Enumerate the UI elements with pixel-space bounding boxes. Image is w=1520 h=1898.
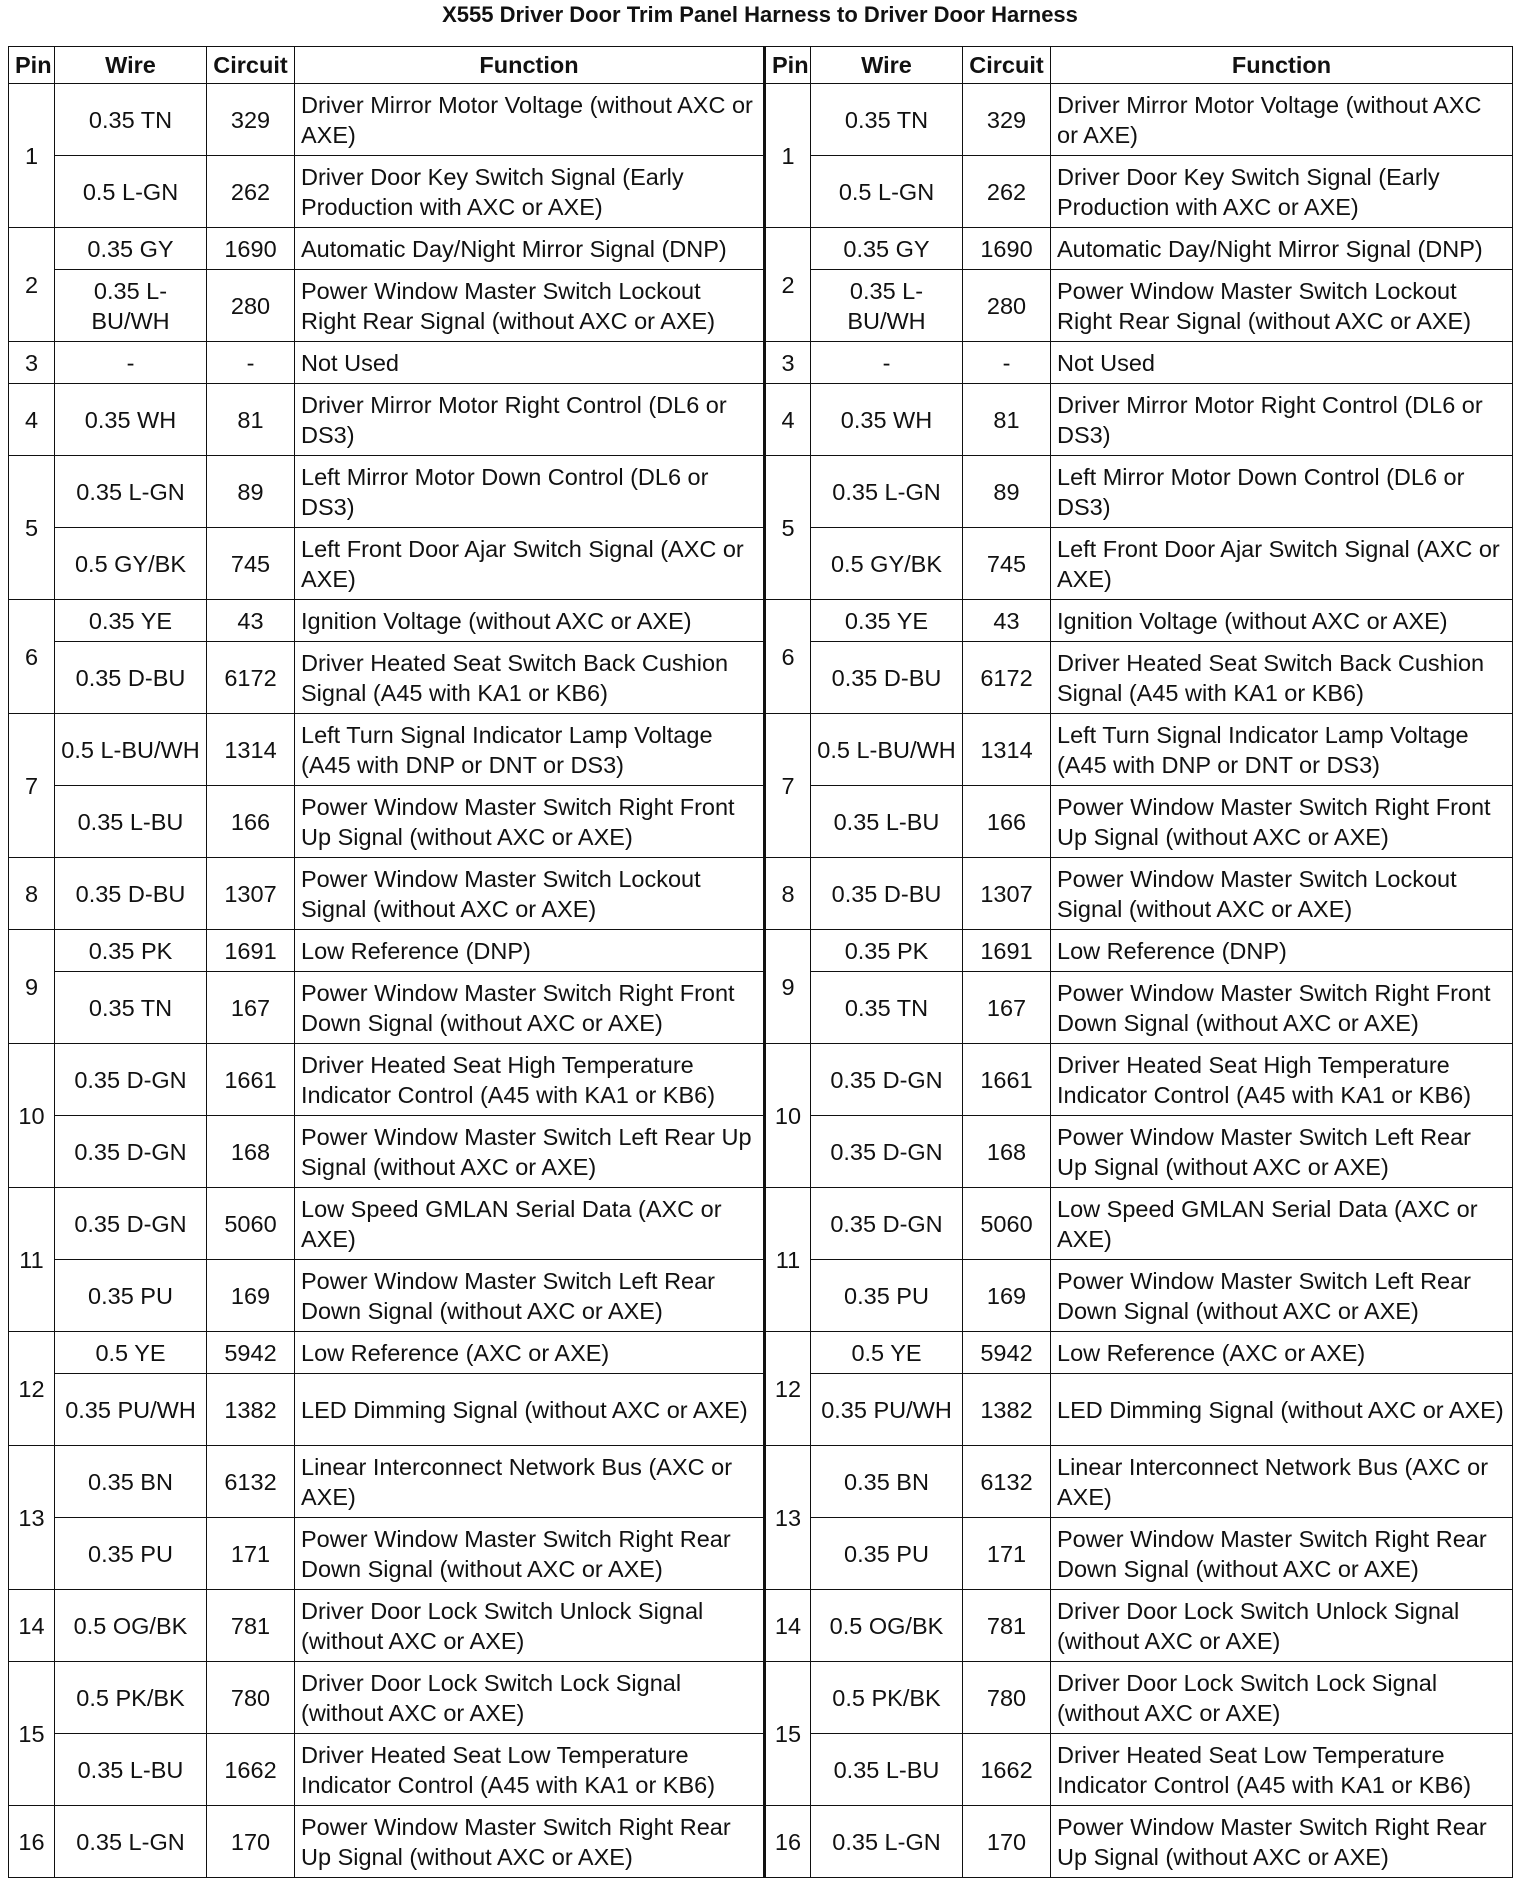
wire-cell: 0.35 TN — [55, 84, 207, 156]
wire-cell: 0.35 L-BU/WH — [55, 270, 207, 342]
header-circuit-right: Circuit — [963, 47, 1051, 84]
wire-cell: 0.35 PU — [811, 1260, 963, 1332]
function-cell: Linear Interconnect Network Bus (AXC or AXE) — [295, 1446, 765, 1518]
wire-cell: 0.35 TN — [811, 84, 963, 156]
pin-cell: 8 — [765, 858, 811, 930]
wire-cell: 0.35 BN — [55, 1446, 207, 1518]
header-wire-right: Wire — [811, 47, 963, 84]
table-row — [9, 714, 1513, 786]
wire-cell: 0.35 D-GN — [55, 1116, 207, 1188]
circuit-cell: 166 — [207, 786, 295, 858]
circuit-cell: 781 — [207, 1590, 295, 1662]
wire-cell: 0.35 D-BU — [811, 858, 963, 930]
wire-cell: 0.5 PK/BK — [811, 1662, 963, 1734]
wire-cell: 0.35 L-BU/WH — [811, 270, 963, 342]
circuit-cell: 1661 — [963, 1044, 1051, 1116]
table-row — [9, 1734, 1513, 1806]
function-cell: Automatic Day/Night Mirror Signal (DNP) — [295, 228, 765, 270]
pin-cell: 7 — [9, 714, 55, 858]
circuit-cell: 43 — [963, 600, 1051, 642]
function-cell: Power Window Master Switch Left Rear Down Signal (without AXC or AXE) — [1051, 1260, 1513, 1332]
circuit-cell: 6172 — [207, 642, 295, 714]
wire-cell: 0.35 L-GN — [55, 456, 207, 528]
table-row — [9, 228, 1513, 270]
function-cell: Power Window Master Switch Lockout Right Rear Signal (without AXC or AXE) — [1051, 270, 1513, 342]
circuit-cell: 168 — [207, 1116, 295, 1188]
pin-cell: 3 — [9, 342, 55, 384]
circuit-cell: 780 — [207, 1662, 295, 1734]
wire-cell: 0.35 D-GN — [811, 1116, 963, 1188]
circuit-cell: 280 — [207, 270, 295, 342]
pin-cell: 4 — [765, 384, 811, 456]
circuit-cell: - — [963, 342, 1051, 384]
function-cell: Power Window Master Switch Right Front Up Signal (without AXC or AXE) — [295, 786, 765, 858]
pin-cell: 4 — [9, 384, 55, 456]
header-pin-right: Pin — [765, 47, 811, 84]
table-row — [9, 1260, 1513, 1332]
circuit-cell: 1314 — [207, 714, 295, 786]
pin-cell: 3 — [765, 342, 811, 384]
wire-cell: 0.5 OG/BK — [55, 1590, 207, 1662]
function-cell: LED Dimming Signal (without AXC or AXE) — [295, 1374, 765, 1446]
table-row — [9, 1662, 1513, 1734]
circuit-cell: 89 — [207, 456, 295, 528]
function-cell: Low Reference (AXC or AXE) — [295, 1332, 765, 1374]
wire-cell: 0.5 L-GN — [55, 156, 207, 228]
circuit-cell: 262 — [963, 156, 1051, 228]
function-cell: Left Turn Signal Indicator Lamp Voltage (A45 with DNP or DNT or DS3) — [295, 714, 765, 786]
wire-cell: 0.35 L-BU — [55, 1734, 207, 1806]
circuit-cell: 745 — [963, 528, 1051, 600]
circuit-cell: 171 — [963, 1518, 1051, 1590]
circuit-cell: 43 — [207, 600, 295, 642]
circuit-cell: 1382 — [963, 1374, 1051, 1446]
wire-cell: 0.35 PU — [811, 1518, 963, 1590]
function-cell: Driver Heated Seat High Temperature Indicator Control (A45 with KA1 or KB6) — [295, 1044, 765, 1116]
table-row — [9, 528, 1513, 600]
pin-cell: 2 — [765, 228, 811, 342]
table-row — [9, 1590, 1513, 1662]
function-cell: Driver Door Key Switch Signal (Early Production with AXC or AXE) — [1051, 156, 1513, 228]
function-cell: Linear Interconnect Network Bus (AXC or AXE) — [1051, 1446, 1513, 1518]
table-row — [9, 600, 1513, 642]
circuit-cell: 1662 — [207, 1734, 295, 1806]
circuit-cell: 89 — [963, 456, 1051, 528]
wire-cell: 0.5 L-BU/WH — [811, 714, 963, 786]
table-row — [9, 1806, 1513, 1878]
circuit-cell: 781 — [963, 1590, 1051, 1662]
pinout-table — [8, 46, 1513, 1878]
wire-cell: 0.35 PU — [55, 1260, 207, 1332]
table-row — [9, 1374, 1513, 1446]
wire-cell: 0.35 WH — [811, 384, 963, 456]
function-cell: Left Turn Signal Indicator Lamp Voltage (A45 with DNP or DNT or DS3) — [1051, 714, 1513, 786]
function-cell: Driver Mirror Motor Voltage (without AXC or AXE) — [295, 84, 765, 156]
function-cell: Left Mirror Motor Down Control (DL6 or DS3) — [1051, 456, 1513, 528]
function-cell: LED Dimming Signal (without AXC or AXE) — [1051, 1374, 1513, 1446]
wire-cell: 0.35 D-BU — [55, 858, 207, 930]
wire-cell: 0.5 L-BU/WH — [55, 714, 207, 786]
pin-cell: 11 — [9, 1188, 55, 1332]
circuit-cell: 169 — [963, 1260, 1051, 1332]
wire-cell: 0.35 PU/WH — [811, 1374, 963, 1446]
function-cell: Power Window Master Switch Lockout Signal (without AXC or AXE) — [295, 858, 765, 930]
table-row — [9, 858, 1513, 930]
circuit-cell: 780 — [963, 1662, 1051, 1734]
wire-cell: 0.5 OG/BK — [811, 1590, 963, 1662]
circuit-cell: 745 — [207, 528, 295, 600]
wire-cell: 0.5 YE — [55, 1332, 207, 1374]
wire-cell: 0.35 L-GN — [811, 1806, 963, 1878]
function-cell: Power Window Master Switch Right Front Down Signal (without AXC or AXE) — [295, 972, 765, 1044]
pin-cell: 14 — [765, 1590, 811, 1662]
wire-cell: 0.35 D-GN — [811, 1044, 963, 1116]
table-row — [9, 786, 1513, 858]
function-cell: Driver Mirror Motor Voltage (without AXC or AXE) — [1051, 84, 1513, 156]
function-cell: Power Window Master Switch Right Front Down Signal (without AXC or AXE) — [1051, 972, 1513, 1044]
wire-cell: 0.35 L-BU — [811, 786, 963, 858]
wire-cell: 0.5 GY/BK — [811, 528, 963, 600]
wire-cell: 0.5 PK/BK — [55, 1662, 207, 1734]
wire-cell: 0.35 GY — [811, 228, 963, 270]
pin-cell: 5 — [9, 456, 55, 600]
function-cell: Driver Heated Seat Low Temperature Indicator Control (A45 with KA1 or KB6) — [1051, 1734, 1513, 1806]
function-cell: Not Used — [1051, 342, 1513, 384]
pin-cell: 9 — [765, 930, 811, 1044]
function-cell: Power Window Master Switch Right Front Up Signal (without AXC or AXE) — [1051, 786, 1513, 858]
function-cell: Power Window Master Switch Right Rear Down Signal (without AXC or AXE) — [295, 1518, 765, 1590]
function-cell: Ignition Voltage (without AXC or AXE) — [295, 600, 765, 642]
table-row — [9, 1044, 1513, 1116]
function-cell: Driver Door Lock Switch Unlock Signal (without AXC or AXE) — [295, 1590, 765, 1662]
wire-cell: 0.35 PK — [55, 930, 207, 972]
wire-cell: 0.5 YE — [811, 1332, 963, 1374]
table-row — [9, 456, 1513, 528]
circuit-cell: 329 — [963, 84, 1051, 156]
circuit-cell: 1382 — [207, 1374, 295, 1446]
pin-cell: 16 — [9, 1806, 55, 1878]
pin-cell: 12 — [9, 1332, 55, 1446]
circuit-cell: 170 — [963, 1806, 1051, 1878]
pin-cell: 6 — [765, 600, 811, 714]
wire-cell: 0.5 L-GN — [811, 156, 963, 228]
pin-cell: 13 — [765, 1446, 811, 1590]
header-pin: Pin — [9, 47, 55, 84]
table-row — [9, 1332, 1513, 1374]
function-cell: Driver Heated Seat Low Temperature Indicator Control (A45 with KA1 or KB6) — [295, 1734, 765, 1806]
function-cell: Low Speed GMLAN Serial Data (AXC or AXE) — [295, 1188, 765, 1260]
function-cell: Driver Heated Seat Switch Back Cushion Signal (A45 with KA1 or KB6) — [1051, 642, 1513, 714]
circuit-cell: 1661 — [207, 1044, 295, 1116]
table-row — [9, 156, 1513, 228]
circuit-cell: 168 — [963, 1116, 1051, 1188]
wire-cell: 0.35 L-GN — [811, 456, 963, 528]
pin-cell: 10 — [9, 1044, 55, 1188]
pin-cell: 8 — [9, 858, 55, 930]
function-cell: Low Reference (DNP) — [1051, 930, 1513, 972]
function-cell: Low Reference (AXC or AXE) — [1051, 1332, 1513, 1374]
wire-cell: 0.35 TN — [811, 972, 963, 1044]
header-wire: Wire — [55, 47, 207, 84]
wire-cell: 0.35 D-GN — [55, 1188, 207, 1260]
wire-cell: 0.35 D-GN — [55, 1044, 207, 1116]
function-cell: Low Reference (DNP) — [295, 930, 765, 972]
function-cell: Power Window Master Switch Right Rear Up Signal (without AXC or AXE) — [295, 1806, 765, 1878]
pin-cell: 13 — [9, 1446, 55, 1590]
header-function: Function — [295, 47, 765, 84]
pin-cell: 9 — [9, 930, 55, 1044]
table-row — [9, 270, 1513, 342]
circuit-cell: 1691 — [963, 930, 1051, 972]
wire-cell: 0.35 PK — [811, 930, 963, 972]
circuit-cell: 1662 — [963, 1734, 1051, 1806]
pin-cell: 15 — [9, 1662, 55, 1806]
pin-cell: 15 — [765, 1662, 811, 1806]
function-cell: Power Window Master Switch Left Rear Down Signal (without AXC or AXE) — [295, 1260, 765, 1332]
wire-cell: 0.35 YE — [55, 600, 207, 642]
circuit-cell: 1314 — [963, 714, 1051, 786]
table-row — [9, 1116, 1513, 1188]
function-cell: Ignition Voltage (without AXC or AXE) — [1051, 600, 1513, 642]
function-cell: Power Window Master Switch Lockout Signal (without AXC or AXE) — [1051, 858, 1513, 930]
circuit-cell: 6132 — [963, 1446, 1051, 1518]
wire-cell: 0.35 D-BU — [811, 642, 963, 714]
function-cell: Not Used — [295, 342, 765, 384]
table-row — [9, 642, 1513, 714]
circuit-cell: 170 — [207, 1806, 295, 1878]
circuit-cell: 6132 — [207, 1446, 295, 1518]
function-cell: Power Window Master Switch Left Rear Up Signal (without AXC or AXE) — [1051, 1116, 1513, 1188]
function-cell: Driver Heated Seat Switch Back Cushion Signal (A45 with KA1 or KB6) — [295, 642, 765, 714]
header-function-right: Function — [1051, 47, 1513, 84]
page-title: X555 Driver Door Trim Panel Harness to Driver Door Harness — [442, 2, 1078, 27]
pin-cell: 1 — [9, 84, 55, 228]
circuit-cell: 166 — [963, 786, 1051, 858]
circuit-cell: 5060 — [963, 1188, 1051, 1260]
circuit-cell: 5942 — [963, 1332, 1051, 1374]
function-cell: Driver Heated Seat High Temperature Indicator Control (A45 with KA1 or KB6) — [1051, 1044, 1513, 1116]
circuit-cell: 81 — [963, 384, 1051, 456]
circuit-cell: 1690 — [207, 228, 295, 270]
circuit-cell: 5060 — [207, 1188, 295, 1260]
pin-cell: 6 — [9, 600, 55, 714]
pin-cell: 16 — [765, 1806, 811, 1878]
table-row — [9, 342, 1513, 384]
circuit-cell: 280 — [963, 270, 1051, 342]
circuit-cell: - — [207, 342, 295, 384]
wire-cell: 0.35 PU — [55, 1518, 207, 1590]
pin-cell: 7 — [765, 714, 811, 858]
circuit-cell: 5942 — [207, 1332, 295, 1374]
wire-cell: 0.35 L-BU — [811, 1734, 963, 1806]
wire-cell: 0.35 BN — [811, 1446, 963, 1518]
table-row — [9, 1446, 1513, 1518]
circuit-cell: 1307 — [963, 858, 1051, 930]
wire-cell: 0.35 WH — [55, 384, 207, 456]
pin-cell: 12 — [765, 1332, 811, 1446]
function-cell: Power Window Master Switch Left Rear Up Signal (without AXC or AXE) — [295, 1116, 765, 1188]
wire-cell: 0.35 L-GN — [55, 1806, 207, 1878]
table-row — [9, 84, 1513, 156]
function-cell: Left Front Door Ajar Switch Signal (AXC or AXE) — [295, 528, 765, 600]
pin-cell: 5 — [765, 456, 811, 600]
circuit-cell: 1691 — [207, 930, 295, 972]
function-cell: Automatic Day/Night Mirror Signal (DNP) — [1051, 228, 1513, 270]
function-cell: Driver Door Lock Switch Lock Signal (without AXC or AXE) — [1051, 1662, 1513, 1734]
circuit-cell: 167 — [963, 972, 1051, 1044]
table-row — [9, 384, 1513, 456]
pin-cell: 10 — [765, 1044, 811, 1188]
circuit-cell: 329 — [207, 84, 295, 156]
wire-cell: 0.35 D-BU — [55, 642, 207, 714]
table-row — [9, 1188, 1513, 1260]
header-row — [9, 47, 1513, 84]
circuit-cell: 81 — [207, 384, 295, 456]
wire-cell: 0.35 YE — [811, 600, 963, 642]
circuit-cell: 262 — [207, 156, 295, 228]
circuit-cell: 1307 — [207, 858, 295, 930]
pin-cell: 1 — [765, 84, 811, 228]
wire-cell: 0.35 GY — [55, 228, 207, 270]
function-cell: Left Mirror Motor Down Control (DL6 or DS3) — [295, 456, 765, 528]
wire-cell: - — [811, 342, 963, 384]
function-cell: Driver Mirror Motor Right Control (DL6 or DS3) — [295, 384, 765, 456]
function-cell: Power Window Master Switch Lockout Right Rear Signal (without AXC or AXE) — [295, 270, 765, 342]
pin-cell: 2 — [9, 228, 55, 342]
header-circuit: Circuit — [207, 47, 295, 84]
pin-cell: 11 — [765, 1188, 811, 1332]
wire-cell: 0.35 TN — [55, 972, 207, 1044]
pin-cell: 14 — [9, 1590, 55, 1662]
table-row — [9, 972, 1513, 1044]
circuit-cell: 6172 — [963, 642, 1051, 714]
circuit-cell: 171 — [207, 1518, 295, 1590]
function-cell: Power Window Master Switch Right Rear Down Signal (without AXC or AXE) — [1051, 1518, 1513, 1590]
circuit-cell: 167 — [207, 972, 295, 1044]
function-cell: Driver Door Lock Switch Lock Signal (without AXC or AXE) — [295, 1662, 765, 1734]
function-cell: Driver Door Key Switch Signal (Early Production with AXC or AXE) — [295, 156, 765, 228]
wire-cell: 0.35 L-BU — [55, 786, 207, 858]
circuit-cell: 169 — [207, 1260, 295, 1332]
wire-cell: 0.5 GY/BK — [55, 528, 207, 600]
wire-cell: 0.35 D-GN — [811, 1188, 963, 1260]
table-row — [9, 1518, 1513, 1590]
function-cell: Left Front Door Ajar Switch Signal (AXC or AXE) — [1051, 528, 1513, 600]
circuit-cell: 1690 — [963, 228, 1051, 270]
function-cell: Power Window Master Switch Right Rear Up Signal (without AXC or AXE) — [1051, 1806, 1513, 1878]
table-row — [9, 930, 1513, 972]
function-cell: Driver Door Lock Switch Unlock Signal (without AXC or AXE) — [1051, 1590, 1513, 1662]
function-cell: Low Speed GMLAN Serial Data (AXC or AXE) — [1051, 1188, 1513, 1260]
wire-cell: - — [55, 342, 207, 384]
wire-cell: 0.35 PU/WH — [55, 1374, 207, 1446]
function-cell: Driver Mirror Motor Right Control (DL6 or DS3) — [1051, 384, 1513, 456]
